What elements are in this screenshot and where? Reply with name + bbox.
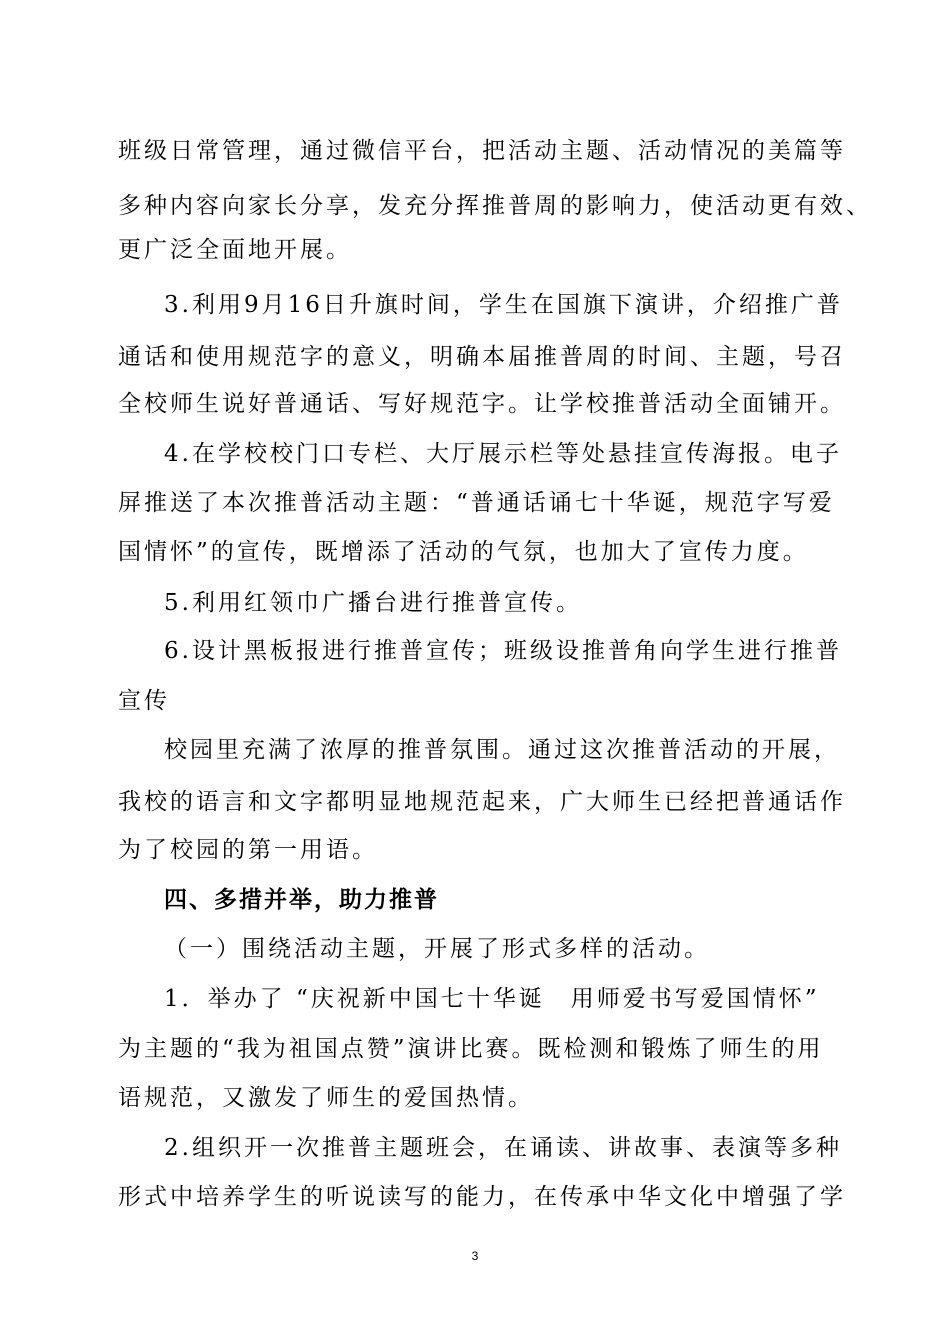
list-item-2-line: 2.组织开一次推普主题班会，在诵读、讲故事、表演等多种 xyxy=(164,1135,842,1161)
body-text-line: 更广泛全面地开展。 xyxy=(118,237,352,263)
body-text-line: 班级日常管理，通过微信平台，把活动主题、活动情况的美篇等 xyxy=(118,138,846,164)
list-item-6-line: 6.设计黑板报进行推普宣传；班级设推普角向学生进行推普 xyxy=(164,638,842,664)
body-text-line: 形式中培养学生的听说读写的能力，在传承中华文化中增强了学 xyxy=(118,1184,846,1210)
page-number: 3 xyxy=(471,1249,479,1263)
paragraph-line: 校园里充满了浓厚的推普氛围。通过这次推普活动的开展， xyxy=(164,737,840,763)
body-text-line: 通话和使用规范字的意义，明确本届推普周的时间、主题，号召 xyxy=(118,344,846,370)
body-text-line: 屏推送了本次推普活动主题：“普通话诵七十华诞，规范字写爱 xyxy=(118,490,835,516)
list-item-4-line: 4.在学校校门口专栏、大厅展示栏等处悬挂宣传海报。电子 xyxy=(164,441,842,467)
subsection-heading: （一）围绕活动主题，开展了形式多样的活动。 xyxy=(164,936,710,962)
section-heading: 四、多措并举，助力推普 xyxy=(164,887,439,913)
body-text-line: 我校的语言和文字都明显地规范起来，广大师生已经把普通话作 xyxy=(118,789,846,815)
body-text-line: 为了校园的第一用语。 xyxy=(118,837,378,863)
list-item-3-line: 3.利用9月16日升旗时间，学生在国旗下演讲，介绍推广普 xyxy=(164,292,843,318)
body-text-line: 语规范，又激发了师生的爱国热情。 xyxy=(118,1085,534,1111)
body-text-line: 多种内容向家长分享，发充分挥推普周的影响力，使活动更有效、 xyxy=(118,193,872,219)
body-text-line: 为主题的“我为祖国点赞”演讲比赛。既检测和锻炼了师生的用 xyxy=(118,1036,824,1062)
list-item-5-line: 5.利用红领巾广播台进行推普宣传。 xyxy=(164,590,582,616)
body-text-line: 全校师生说好普通话、写好规范字。让学校推普活动全面铺开。 xyxy=(118,391,846,417)
body-text-line: 宣传 xyxy=(118,688,170,714)
list-item-1-line: 1．举办了 “庆祝新中国七十华诞 用师爱书写爱国情怀” xyxy=(164,986,820,1012)
body-text-line: 国情怀”的宣传，既增添了活动的气氛，也加大了宣传力度。 xyxy=(118,539,809,565)
